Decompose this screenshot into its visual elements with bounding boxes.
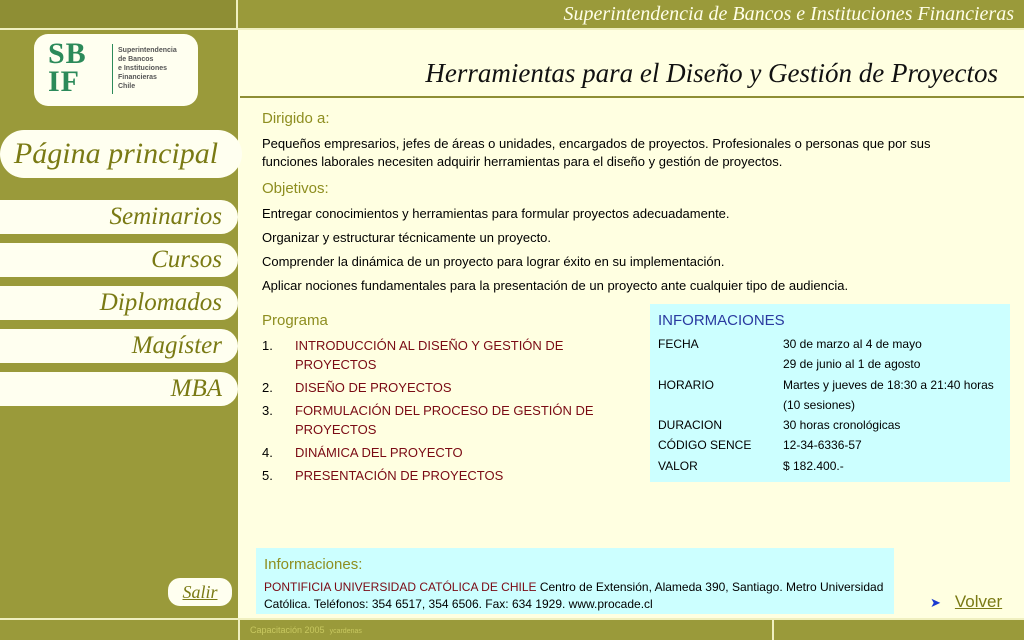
info-key: CÓDIGO SENCE: [658, 438, 752, 452]
nav-item-seminarios[interactable]: Seminarios: [0, 200, 238, 234]
programa-item-number: 1.: [262, 338, 273, 353]
programa-item-text: FORMULACIÓN DEL PROCESO DE GESTIÓN DE PROYECTOS: [295, 403, 594, 437]
info-key: VALOR: [658, 459, 698, 473]
info-value: Martes y jueves de 18:30 a 21:40 horas: [783, 378, 994, 392]
logo-text: [118, 46, 177, 91]
programa-item: [262, 401, 642, 439]
dirigido-line: funciones laborales necesiten adquirir herramientas para el diseño y gestión de proyectos.: [262, 154, 783, 169]
programa-item: [262, 336, 642, 374]
top-banner: [0, 0, 1024, 30]
back-link[interactable]: [930, 592, 1002, 612]
page-title: Herramientas para el Diseño y Gestión de Proyectos: [425, 58, 998, 88]
programa-heading: Programa: [262, 312, 328, 329]
info-value: 30 horas cronológicas: [783, 418, 901, 432]
footer-caption: [250, 625, 362, 635]
footer-bar: [0, 618, 1024, 640]
info-value: $ 182.400.-: [783, 459, 844, 473]
programa-item-text: INTRODUCCIÓN AL DISEÑO Y GESTIÓN DE PROYECTOS: [295, 338, 564, 372]
programa-item-number: 4.: [262, 445, 273, 460]
info-value: 12-34-6336-57: [783, 438, 862, 452]
info-value: (10 sesiones): [783, 398, 856, 412]
logo-mark: [48, 37, 87, 98]
top-banner-left-block: [0, 0, 238, 30]
programa-item: [262, 378, 642, 397]
dirigido-heading: Dirigido a:: [262, 110, 330, 127]
informaciones-box: [650, 304, 1010, 482]
logo-mark-line1: SB: [48, 37, 87, 70]
logo-text-line: Financieras: [118, 74, 157, 81]
logo-mark-line2: IF: [48, 65, 80, 98]
info-key: DURACION: [658, 418, 723, 432]
info-key: HORARIO: [658, 378, 715, 392]
sbif-logo: [34, 34, 198, 106]
programa-item: [262, 443, 642, 462]
objetivo-item: Aplicar nociones fundamentales para la presentación de un proyecto ante cualquier tipo de audiencia.: [262, 278, 849, 293]
nav-home-link[interactable]: Página principal: [0, 130, 242, 178]
programa-item-text: DINÁMICA DEL PROYECTO: [295, 445, 463, 460]
exit-link[interactable]: Salir: [168, 578, 232, 606]
info-value: 30 de marzo al 4 de mayo: [783, 337, 922, 351]
contact-heading: Informaciones:: [264, 556, 363, 573]
footer-author: ycardenas: [329, 628, 362, 635]
informaciones-heading: INFORMACIONES: [658, 312, 785, 329]
nav-item-mba[interactable]: MBA: [0, 372, 238, 406]
programa-list: [262, 336, 642, 489]
dirigido-line: Pequeños empresarios, jefes de áreas o unidades, encargados de proyectos. Profesionales o personas que por sus: [262, 136, 931, 151]
footer-caption-text: Capacitación 2005: [250, 625, 325, 635]
nav-item-cursos[interactable]: Cursos: [0, 243, 238, 277]
contact-text: [264, 579, 884, 613]
footer-divider: [772, 620, 774, 640]
dirigido-text: [262, 135, 1002, 171]
org-title: Superintendencia de Bancos e Instituciones Financieras: [563, 3, 1014, 25]
logo-text-line: Superintendencia: [118, 47, 177, 54]
arrow-right-icon: ➤: [930, 595, 941, 610]
title-divider: [240, 96, 1024, 98]
objetivo-item: Organizar y estructurar técnicamente un proyecto.: [262, 230, 552, 245]
objetivo-item: Entregar conocimientos y herramientas para formular proyectos adecuadamente.: [262, 206, 730, 221]
back-link-label: Volver: [954, 592, 1003, 611]
contact-details: Centro de Extensión, Alameda 390, Santiago. Metro Universidad Católica. Teléfonos: 354 6517, 354 6506. Fax: 634 1929. www.procade.cl: [264, 580, 884, 611]
logo-text-line: de Bancos: [118, 56, 154, 63]
logo-divider: [112, 44, 113, 94]
nav-item-magister[interactable]: Magíster: [0, 329, 238, 363]
programa-item-text: DISEÑO DE PROYECTOS: [295, 380, 452, 395]
objetivos-heading: Objetivos:: [262, 180, 329, 197]
nav-item-diplomados[interactable]: Diplomados: [0, 286, 238, 320]
logo-text-line: Chile: [118, 83, 136, 90]
programa-item-text: PRESENTACIÓN DE PROYECTOS: [295, 468, 504, 483]
objetivo-item: Comprender la dinámica de un proyecto para lograr éxito en su implementación.: [262, 254, 725, 269]
footer-divider: [238, 620, 240, 640]
info-key: FECHA: [658, 337, 699, 351]
programa-item-number: 5.: [262, 468, 273, 483]
logo-text-line: e Instituciones: [118, 65, 168, 72]
info-value: 29 de junio al 1 de agosto: [783, 357, 921, 371]
contact-org: PONTIFICIA UNIVERSIDAD CATÓLICA DE CHILE: [264, 580, 537, 594]
contact-box: [256, 548, 894, 614]
programa-item: [262, 466, 642, 485]
sidebar: [0, 30, 238, 618]
programa-item-number: 2.: [262, 380, 273, 395]
programa-item-number: 3.: [262, 403, 273, 418]
